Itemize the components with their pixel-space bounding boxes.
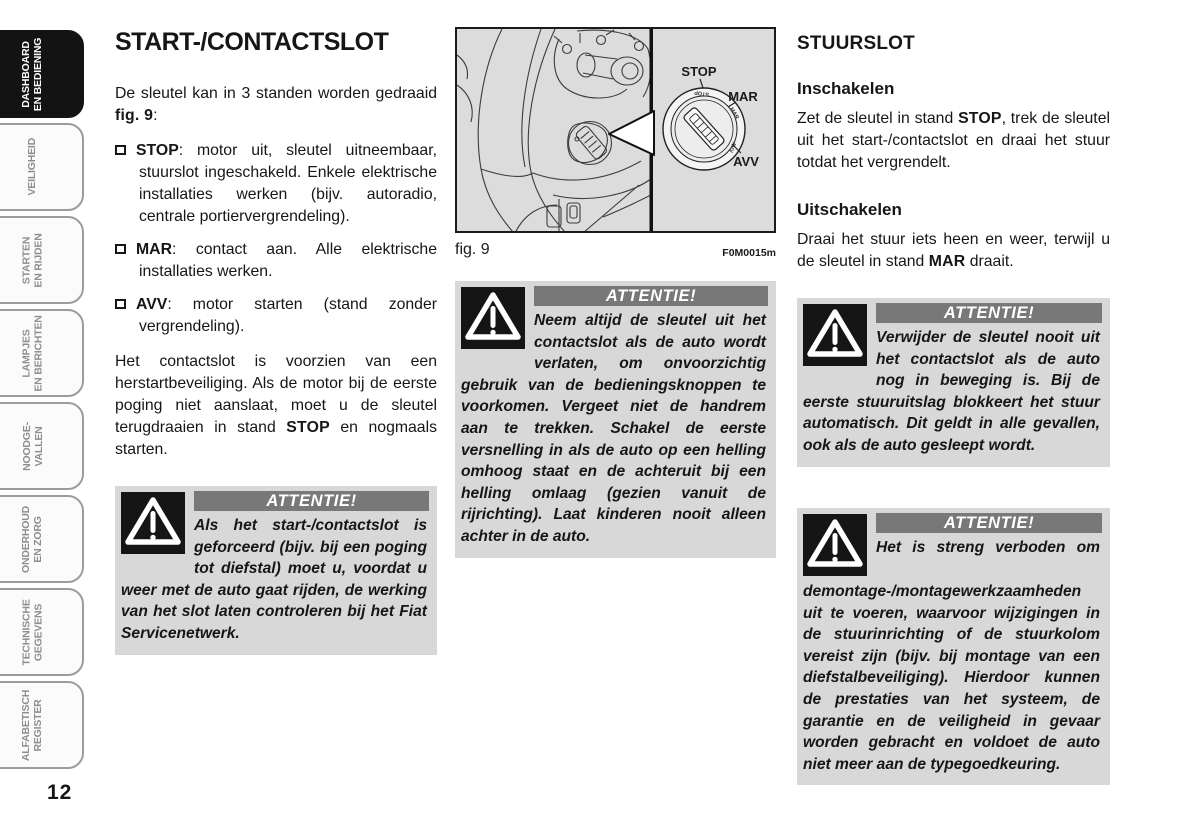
key-positions-list <box>115 140 437 338</box>
warning-text: Neem altijd de sleutel uit het contactslot als de auto wordt verlaten, om onvoorzichtig gebruik van de bedieningsknoppen te voorkomen. Vergeet niet de handrem aan te trekken. Schakel de eerste versnelling in als de auto op een helling omhoog staat en de achteruit bij een helling omlaag (gezien vanuit de rijrichting). Laat kinderen nooit alleen achter in de auto. <box>461 312 766 545</box>
warning-box-remove-key <box>455 281 776 558</box>
column-3 <box>797 33 1110 823</box>
ring-label-avv: AVV <box>727 140 737 154</box>
ring-label-mar: MAR <box>727 106 740 121</box>
sidebar-tab-noodgevallen <box>0 402 84 490</box>
warning-triangle-icon <box>121 492 185 554</box>
warning-box-moving-car <box>797 298 1110 467</box>
section-heading: STUURSLOT <box>797 33 915 54</box>
warning-text: Verwijder de sleutel nooit uit het contactslot als de auto nog in beweging is. Bij de eerste stuuruitslag blokkeert het stuur automatisch. Dit geldt in alle gevallen, ook als de auto gesleept wordt. <box>803 329 1100 454</box>
term-stop: STOP <box>136 142 179 159</box>
square-bullet-icon <box>115 145 126 155</box>
tab-label: DASHBOARD <box>20 40 33 108</box>
warning-text: Het is streng verboden om demontage-/montagewerkzaamheden uit te voeren, waarvoor wijzigingen in de stuurinrichting of de stuurkolom vereist zijn (bijv. bij montage van een diefstalbeveiliging). Hierdoor kunnen de prestaties van het systeem, de garantie en de veiligheid in gevaar worden gebracht en voldoet de auto niet meer aan de typegoedkeuring. <box>803 539 1100 773</box>
term-mar: MAR <box>136 241 172 258</box>
disengage-text: Draai het stuur iets heen en weer, terwijl u de sleutel in stand <box>797 231 1110 270</box>
warning-triangle-icon <box>461 287 525 349</box>
list-item-avv <box>115 294 437 338</box>
warning-box-forced-lock <box>115 486 437 655</box>
tab-label: EN BEDIENING <box>31 37 44 111</box>
sidebar-tab-lampjes <box>0 309 84 397</box>
ring-label-stop: STOP <box>693 88 710 97</box>
ignition-switch-illustration <box>455 27 776 233</box>
desc-mar: : contact aan. Alle elektrische installaties werken. <box>139 241 437 280</box>
page-number: 12 <box>47 781 73 804</box>
tab-label: LAMPJES <box>20 328 33 378</box>
restart-text: Het contactslot is voorzien van een herstartbeveiliging. Als de motor bij de eerste poging niet aanslaat, moet u de sleutel terugdraaien in stand <box>115 353 437 436</box>
warning-header: ATTENTIE! <box>534 286 768 306</box>
page-title: START-/CONTACTSLOT <box>115 28 389 56</box>
sidebar-tab-veiligheid <box>0 123 84 211</box>
tab-label: EN ZORG <box>31 515 44 563</box>
restart-bold: STOP <box>286 419 330 436</box>
warning-text: Als het start-/contactslot is geforceerd (bijv. bij een poging tot diefstal) moet u, voordat u weer met de auto gaat rijden, de werking van het slot laten controleren bij het Fiat Servicenetwerk. <box>121 517 427 642</box>
tab-label: GEGEVENS <box>31 603 44 661</box>
warning-triangle-icon <box>803 304 867 366</box>
sidebar-tab-register <box>0 681 84 769</box>
figure-caption-row <box>455 241 776 259</box>
tab-label: NOODGE- <box>20 421 33 471</box>
fig-ref: fig. 9 <box>115 107 154 124</box>
tab-label: ONDERHOUD <box>20 505 33 573</box>
engage-bold: STOP <box>958 110 1002 127</box>
figure-caption: fig. 9 <box>455 241 490 258</box>
figure-9 <box>455 27 776 259</box>
tab-label: TECHNISCHE <box>20 598 33 666</box>
intro-text: De sleutel kan in 3 standen worden gedraaid <box>115 85 437 102</box>
desc-avv: : motor starten (stand zonder vergrendeling). <box>139 296 437 335</box>
warning-header: ATTENTIE! <box>876 303 1102 323</box>
restart-text: en nogmaals starten. <box>115 419 437 458</box>
tab-label: STARTEN <box>20 236 33 284</box>
tab-label: ALFABETISCH <box>20 689 33 761</box>
desc-stop: : motor uit, sleutel uitneembaar, stuurslot ingeschakeld. Enkele elektrische installaties werken (bijv. autoradio, centrale portiervergrendeling). <box>139 142 437 225</box>
tab-label: REGISTER <box>32 698 44 752</box>
sidebar-tab-onderhoud <box>0 495 84 583</box>
column-2 <box>455 27 776 817</box>
figure-label-stop: STOP <box>681 64 717 79</box>
disengage-text: draait. <box>965 253 1014 270</box>
tab-label: EN BERICHTEN <box>31 314 44 392</box>
warning-header: ATTENTIE! <box>876 513 1102 533</box>
disengage-bold: MAR <box>928 253 966 270</box>
figure-label-mar: MAR <box>728 89 758 104</box>
term-avv: AVV <box>136 296 168 313</box>
sidebar-tab-technisch <box>0 588 84 676</box>
column-1 <box>115 28 437 818</box>
sidebar-tab-dashboard <box>0 30 84 118</box>
list-item-mar <box>115 239 437 283</box>
subheading-inschakelen: Inschakelen <box>797 79 895 98</box>
tab-label: VEILIGHEID <box>26 138 39 196</box>
intro-paragraph <box>115 83 437 127</box>
list-item-stop <box>115 140 437 228</box>
figure-code: F0M0015m <box>722 247 776 259</box>
subheading-uitschakelen: Uitschakelen <box>797 200 902 219</box>
intro-text: : <box>153 107 158 124</box>
warning-triangle-icon <box>803 514 867 576</box>
tab-label: EN RIJDEN <box>32 232 44 288</box>
disengage-paragraph <box>797 229 1110 273</box>
engage-text: , trek de sleutel uit het start-/contactslot en draai het stuur totdat het vergrendelt. <box>797 110 1110 171</box>
engage-paragraph <box>797 108 1110 174</box>
figure-label-avv: AVV <box>733 154 759 169</box>
sidebar-tab-starten <box>0 216 84 304</box>
tab-label: VALLEN <box>32 425 44 467</box>
warning-header: ATTENTIE! <box>194 491 429 511</box>
engage-text: Zet de sleutel in stand <box>797 110 959 127</box>
warning-box-modification <box>797 508 1110 785</box>
square-bullet-icon <box>115 244 126 254</box>
restart-paragraph <box>115 351 437 461</box>
square-bullet-icon <box>115 299 126 309</box>
